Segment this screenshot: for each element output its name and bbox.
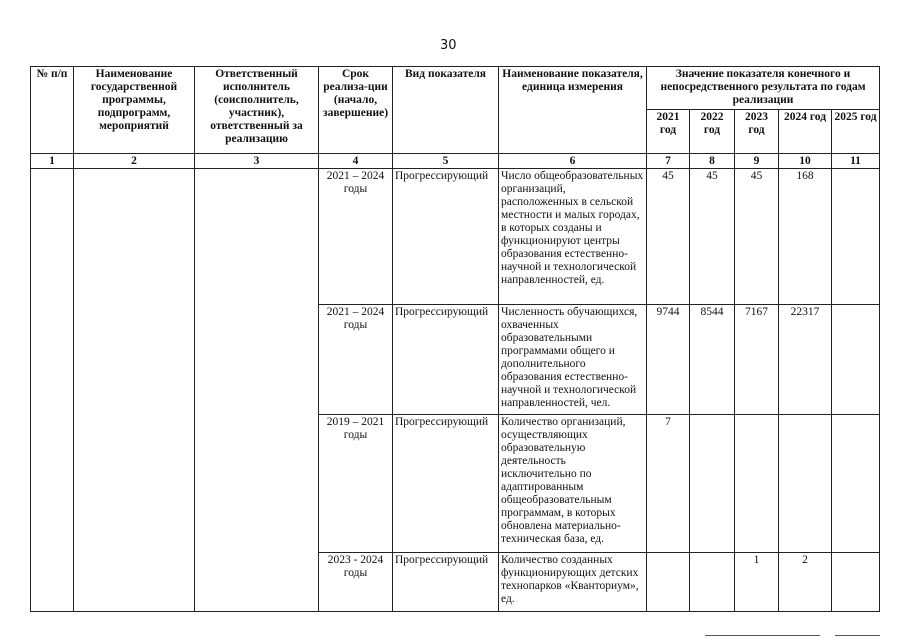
cell-value-2023: 7167	[735, 305, 779, 415]
cell-program-empty	[74, 169, 195, 612]
column-number: 10	[779, 154, 832, 169]
column-number: 5	[393, 154, 499, 169]
cell-indicator-type: Прогрессирующий	[393, 169, 499, 305]
header-year-2022: 2022 год	[690, 110, 735, 154]
header-row	[31, 67, 880, 110]
table-row	[31, 169, 880, 305]
cell-value-2021	[647, 553, 690, 612]
header-executor: Ответственный исполнитель (соисполнитель, участник), ответственный за реализацию	[195, 67, 319, 154]
cell-executor-empty	[195, 169, 319, 612]
cell-value-2023	[735, 415, 779, 553]
cell-value-2025	[832, 169, 880, 305]
cell-value-2021: 7	[647, 415, 690, 553]
cell-indicator-type: Прогрессирующий	[393, 553, 499, 612]
cell-value-2024: 22317	[779, 305, 832, 415]
header-values-group: Значение показателя конечного и непосредственного результата по годам реализации	[647, 67, 880, 110]
column-number: 11	[832, 154, 880, 169]
cell-value-2022	[690, 415, 735, 553]
cell-indicator-name: Количество созданных функционирующих детских технопарков «Кванториум», ед.	[499, 553, 647, 612]
cell-value-2022: 45	[690, 169, 735, 305]
header-num: № п/п	[31, 67, 74, 154]
column-numbers-row	[31, 154, 880, 169]
cell-indicator-name: Численность обучающихся, охваченных образовательными программами общего и дополнительного образования естественно-научной и технологической направленностей, чел.	[499, 305, 647, 415]
header-year-2025: 2025 год	[832, 110, 880, 154]
cell-value-2025	[832, 415, 880, 553]
column-number: 9	[735, 154, 779, 169]
column-number: 6	[499, 154, 647, 169]
cell-value-2023: 45	[735, 169, 779, 305]
column-number: 4	[319, 154, 393, 169]
cell-term: 2021 – 2024 годы	[319, 169, 393, 305]
cell-value-2022	[690, 553, 735, 612]
scan-artifact-line	[835, 635, 880, 636]
cell-value-2024: 168	[779, 169, 832, 305]
column-number: 8	[690, 154, 735, 169]
cell-value-2025	[832, 305, 880, 415]
header-year-2023: 2023 год	[735, 110, 779, 154]
cell-indicator-type: Прогрессирующий	[393, 415, 499, 553]
cell-indicator-name: Число общеобразовательных организаций, расположенных в сельской местности и малых городах, в которых созданы и функционируют центры образования естественно-научной и технологической направленностей, ед.	[499, 169, 647, 305]
cell-term: 2021 – 2024 годы	[319, 305, 393, 415]
column-number: 2	[74, 154, 195, 169]
cell-term: 2019 – 2021 годы	[319, 415, 393, 553]
cell-value-2021: 45	[647, 169, 690, 305]
cell-indicator-name: Количество организаций, осуществляющих образовательную деятельность исключительно по адаптированным общеобразовательным программам, в которых обновлена материально-техническая база, ед.	[499, 415, 647, 553]
header-indicator-name: Наименование показателя, единица измерения	[499, 67, 647, 154]
header-program: Наименование государственной программы, подпрограмм, мероприятий	[74, 67, 195, 154]
cell-value-2025	[832, 553, 880, 612]
header-year-2024: 2024 год	[779, 110, 832, 154]
cell-value-2023: 1	[735, 553, 779, 612]
header-year-2021: 2021 год	[647, 110, 690, 154]
cell-term: 2023 - 2024 годы	[319, 553, 393, 612]
column-number: 7	[647, 154, 690, 169]
cell-value-2024: 2	[779, 553, 832, 612]
header-indicator-type: Вид показателя	[393, 67, 499, 154]
header-term: Срок реализа-ции (начало, завершение)	[319, 67, 393, 154]
cell-num-empty	[31, 169, 74, 612]
scan-artifact-line	[705, 635, 820, 636]
cell-value-2024	[779, 415, 832, 553]
cell-indicator-type: Прогрессирующий	[393, 305, 499, 415]
page-number: 30	[440, 38, 457, 53]
indicators-table	[30, 66, 880, 612]
column-number: 1	[31, 154, 74, 169]
cell-value-2022: 8544	[690, 305, 735, 415]
column-number: 3	[195, 154, 319, 169]
cell-value-2021: 9744	[647, 305, 690, 415]
